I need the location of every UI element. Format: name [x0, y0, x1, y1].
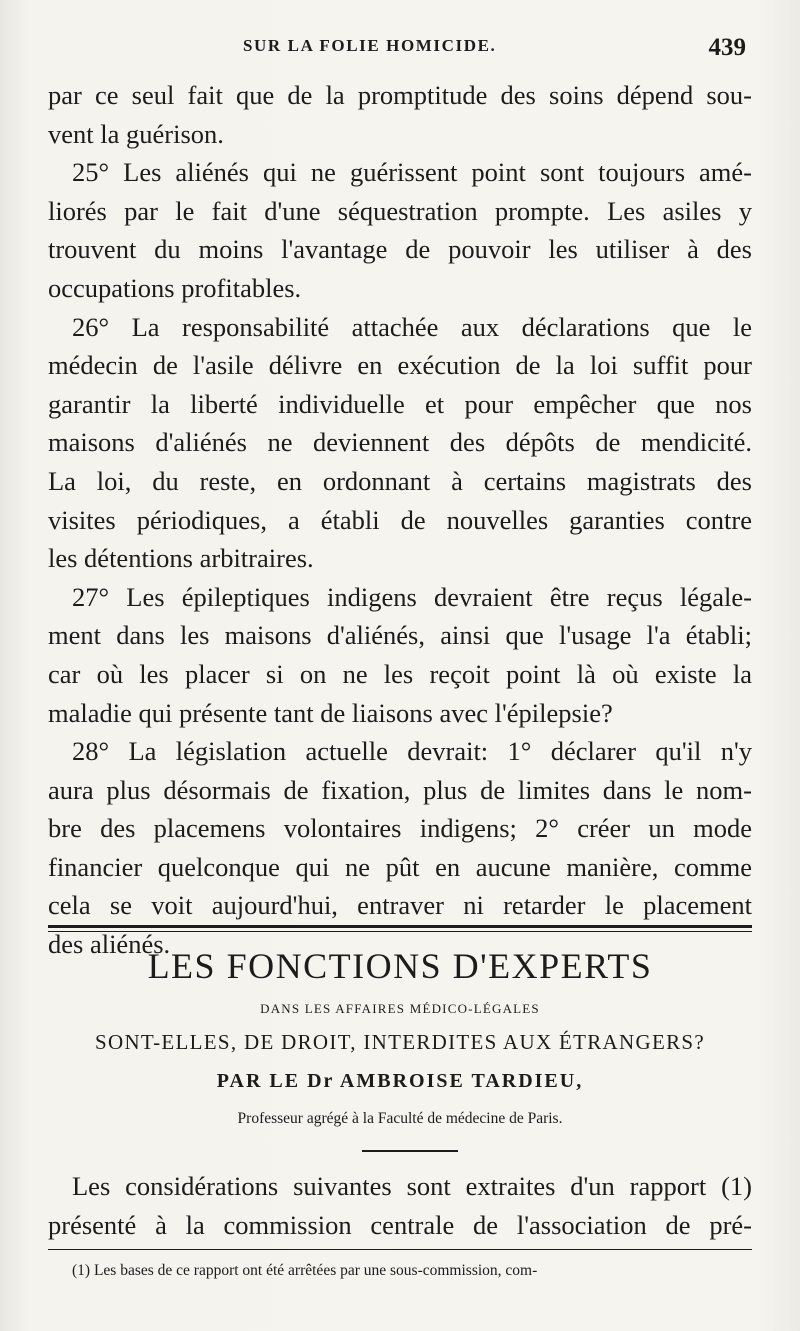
body-text [48, 76, 752, 964]
article-intro [48, 1168, 752, 1245]
article-subtitle: SONT-ELLES, DE DROIT, INTERDITES AUX ÉTRANGERS? [95, 1030, 705, 1054]
article-title: LES FONCTIONS D'EXPERTS [147, 946, 653, 986]
body-line: car où les placer si on ne les reçoit point là où existe la [48, 658, 752, 689]
body-line: 28° La législation actuelle devrait: 1° déclarer qu'il n'y [72, 736, 752, 767]
body-line: aura plus désormais de fixation, plus de limites dans le nom- [48, 774, 752, 805]
body-line: ment dans les maisons d'aliénés, ainsi que l'usage l'a établi; [48, 620, 752, 651]
body-line: bre des placemens volontaires indigens; 2° créer un mode [48, 813, 752, 844]
running-title: SUR LA FOLIE HOMICIDE. [243, 36, 497, 55]
body-line: vent la guérison. [48, 118, 224, 149]
body-line: liorés par le fait d'une séquestration prompte. Les asiles y [48, 195, 752, 226]
body-line: financier quelconque qui ne pût en aucune manière, comme [48, 851, 752, 882]
body-line: occupations profitables. [48, 272, 302, 303]
section-divider [48, 925, 752, 932]
body-line: les détentions arbitraires. [48, 543, 314, 574]
footnote: (1) Les bases de ce rapport ont été arrêtées par une sous-commission, com- [72, 1262, 538, 1279]
body-line: 26° La responsabilité attachée aux déclarations que le [72, 311, 752, 342]
body-line: médecin de l'asile délivre en exécution de la loi suffit pour [48, 350, 752, 381]
footnote-rule [48, 1249, 752, 1250]
running-head [48, 34, 748, 64]
body-line: visites périodiques, a établi de nouvelles garanties contre [48, 504, 752, 535]
article-subtitle-small: DANS LES AFFAIRES MÉDICO-LÉGALES [260, 1001, 540, 1016]
body-line: 25° Les aliénés qui ne guérissent point sont toujours amé- [72, 157, 752, 188]
body-line: maisons d'aliénés ne deviennent des dépôts de mendicité. [48, 427, 752, 458]
page-number: 439 [708, 34, 746, 61]
body-line: maladie qui présente tant de liaisons avec l'épilepsie? [48, 697, 613, 728]
article-affiliation: Professeur agrégé à la Faculté de médecine de Paris. [237, 1110, 563, 1127]
short-rule [362, 1150, 458, 1152]
article-author: PAR LE Dr AMBROISE TARDIEU, [216, 1070, 584, 1092]
body-line: cela se voit aujourd'hui, entraver ni retarder le placement [48, 890, 752, 921]
intro-line: Les considérations suivantes sont extraites d'un rapport (1) [72, 1171, 752, 1201]
body-line: par ce seul fait que de la promptitude des soins dépend sou- [48, 80, 752, 110]
body-line: trouvent du moins l'avantage de pouvoir les utiliser à des [48, 234, 752, 265]
body-line: des aliénés. [48, 929, 171, 960]
body-line: 27° Les épileptiques indigens devraient être reçus légale- [72, 581, 752, 612]
body-line: garantir la liberté individuelle et pour empêcher que nos [48, 388, 752, 419]
intro-line: présenté à la commission centrale de l'association de pré- [48, 1209, 752, 1240]
body-line: La loi, du reste, en ordonnant à certains magistrats des [48, 465, 752, 496]
